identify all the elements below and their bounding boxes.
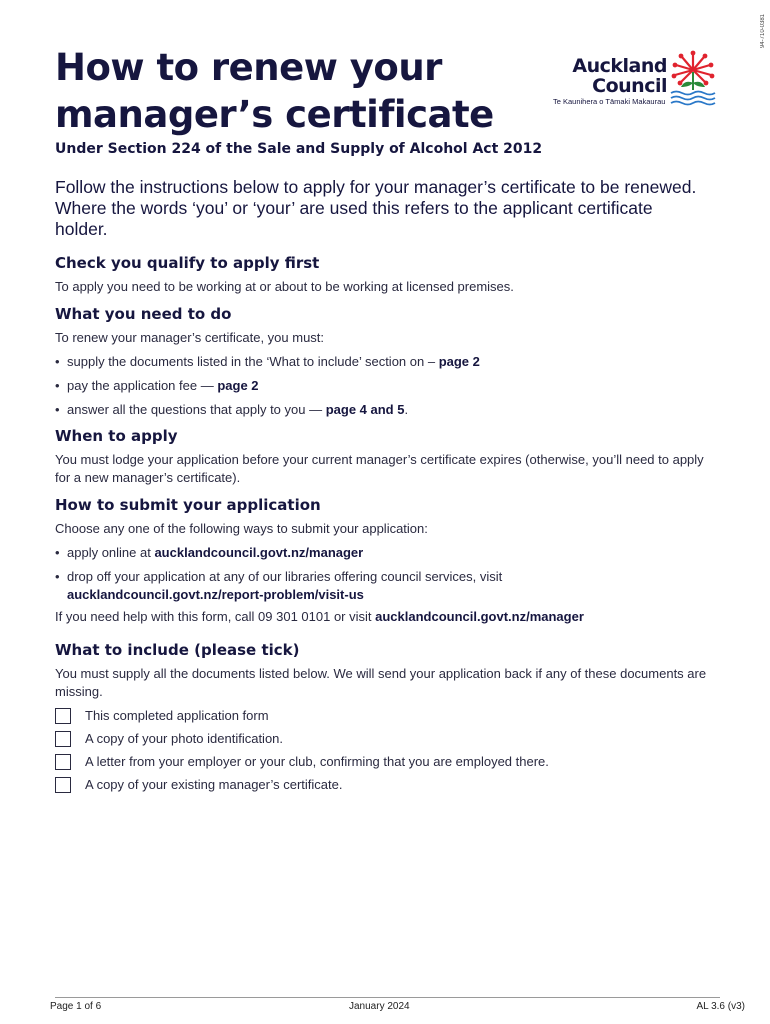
visit-us-link[interactable]: aucklandcouncil.govt.nz/report-problem/visit-us xyxy=(67,587,364,602)
pohutukawa-flower-icon xyxy=(667,50,719,108)
list-item: • answer all the questions that apply to you — page 4 and 5. xyxy=(55,401,715,419)
main-content xyxy=(55,253,715,799)
intro-paragraph: Follow the instructions below to apply for your manager’s certificate to be renewed. Where the words ‘you’ or ‘your’ are used this refers to the applicant certificate holder. xyxy=(55,177,697,239)
submit-list xyxy=(55,544,715,604)
footer-page-number: Page 1 of 6 xyxy=(50,1001,102,1012)
list-item: • drop off your application at any of our libraries offering council services, visit aucklandcouncil.govt.nz/report-problem/visit-us xyxy=(55,568,715,604)
todo-list xyxy=(55,353,715,419)
qualify-text: To apply you need to be working at or about to be working at licensed premises. xyxy=(55,279,514,294)
title-line-2: manager’s certificate xyxy=(55,93,494,136)
checkbox[interactable] xyxy=(55,731,71,747)
include-text: You must supply all the documents listed below. We will send your application back if any of these documents are missing. xyxy=(55,666,707,699)
checkbox[interactable] xyxy=(55,754,71,770)
auckland-council-logo xyxy=(553,50,723,110)
help-link[interactable]: aucklandcouncil.govt.nz/manager xyxy=(375,609,584,624)
checkbox[interactable] xyxy=(55,777,71,793)
document-code: 94-710-0381 xyxy=(760,14,766,49)
subtitle: Under Section 224 of the Sale and Supply of Alcohol Act 2012 xyxy=(55,141,543,157)
include-heading: What to include (please tick) xyxy=(55,641,300,659)
footer-date: January 2024 xyxy=(349,1001,410,1012)
checklist-item: A letter from your employer or your club, confirming that you are employed there. xyxy=(55,753,715,770)
list-item: • apply online at aucklandcouncil.govt.nz/manager xyxy=(55,544,715,562)
help-text: If you need help with this form, call 09 301 0101 or visit aucklandcouncil.govt.nz/manager xyxy=(55,609,584,624)
checklist-item: This completed application form xyxy=(55,707,715,724)
submit-heading: How to submit your application xyxy=(55,496,321,514)
checklist-item: A copy of your existing manager’s certificate. xyxy=(55,776,715,793)
logo-word-council: Council xyxy=(592,75,667,97)
list-item: • pay the application fee — page 2 xyxy=(55,377,715,395)
list-item: • supply the documents listed in the ‘What to include’ section on – page 2 xyxy=(55,353,715,371)
include-checklist xyxy=(55,707,715,793)
page-title xyxy=(55,44,535,138)
checkbox[interactable] xyxy=(55,708,71,724)
checklist-item: A copy of your photo identification. xyxy=(55,730,715,747)
qualify-heading: Check you qualify to apply first xyxy=(55,254,320,272)
logo-tagline: Te Kaunihera o Tāmaki Makaurau xyxy=(553,97,666,106)
logo-word-auckland: Auckland xyxy=(572,55,667,77)
online-link[interactable]: aucklandcouncil.govt.nz/manager xyxy=(154,545,364,560)
when-text: You must lodge your application before your current manager’s certificate expires (otherwise, you’ll need to apply for a new manager’s certificate). xyxy=(55,452,704,485)
footer-divider xyxy=(55,997,720,998)
title-line-1: How to renew your xyxy=(55,46,442,89)
submit-lead: Choose any one of the following ways to submit your application: xyxy=(55,521,428,536)
when-heading: When to apply xyxy=(55,427,178,445)
todo-heading: What you need to do xyxy=(55,305,232,323)
footer-version: AL 3.6 (v3) xyxy=(696,1001,745,1012)
todo-lead: To renew your manager’s certificate, you must: xyxy=(55,330,325,345)
